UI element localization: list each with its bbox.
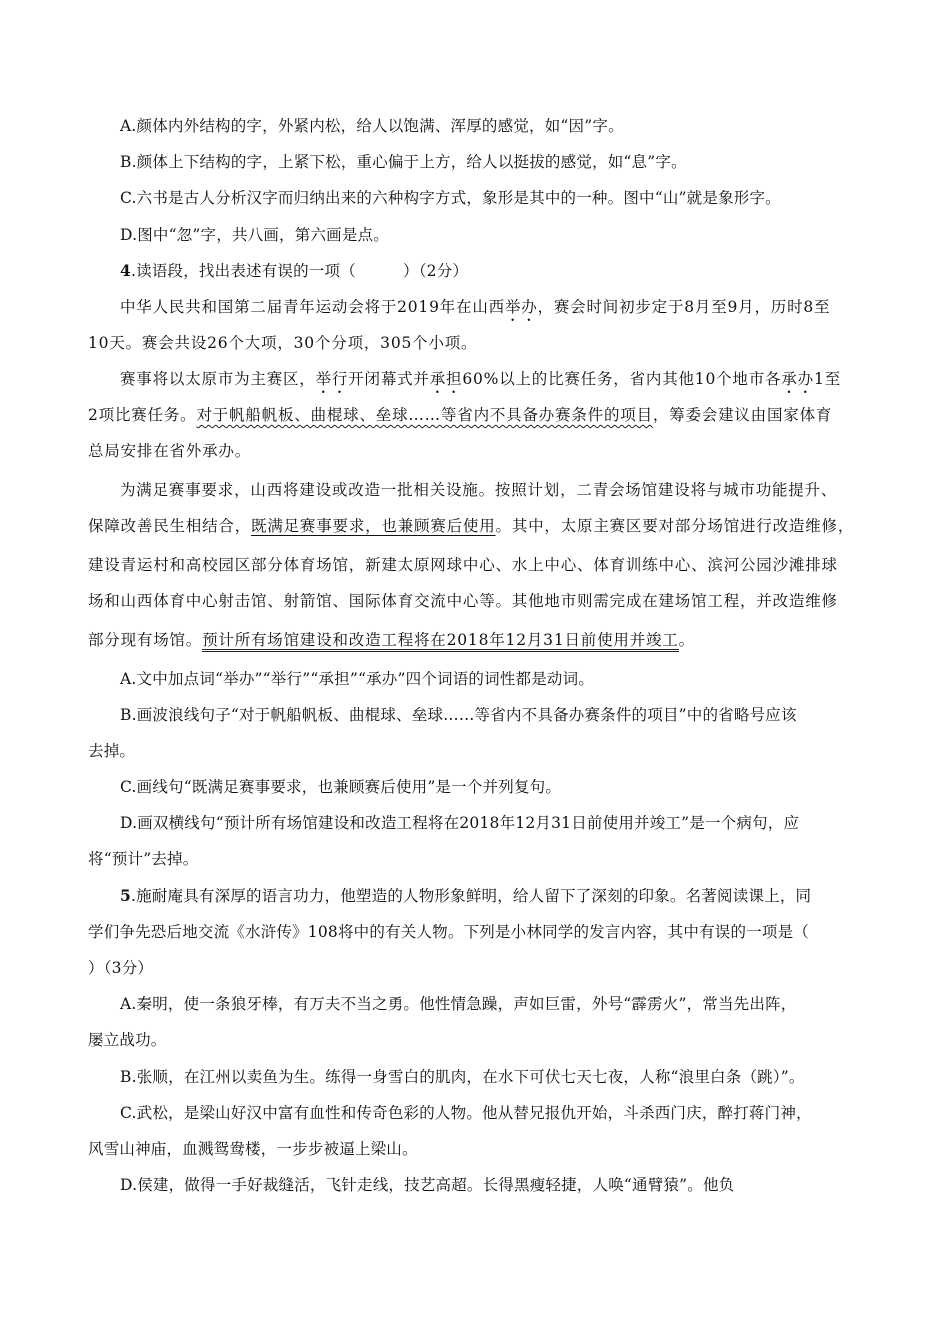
passage-text: ，筹委会建议由国家体育 bbox=[652, 406, 833, 424]
q4-stem bbox=[120, 261, 468, 281]
q3-option-a: A.颜体内外结构的字，外紧内松，给人以饱满、浑厚的感觉，如“因”字。 bbox=[120, 117, 624, 135]
passage-text: 。 bbox=[678, 631, 695, 649]
q4-stem-text: .读语段，找出表述有误的一项（ ）（2分） bbox=[131, 262, 469, 280]
underlined-sentence: 既满足赛事要求，也兼顾赛后使用 bbox=[251, 517, 496, 535]
passage-line: 为满足赛事要求，山西将建设或改造一批相关设施。按照计划，二青会场馆建设将与城市功能提升、 bbox=[120, 481, 838, 499]
dotted-word-juxing: 举行 bbox=[315, 370, 349, 388]
q3-option-c: C.六书是古人分析汉字而归纳出来的六种构字方式，象形是其中的一种。图中“山”就是象形字。 bbox=[120, 189, 781, 207]
q5-option-c-cont: 风雪山神庙，血溅鸳鸯楼，一步步被逼上梁山。 bbox=[88, 1140, 418, 1158]
passage-line bbox=[120, 369, 841, 397]
passage-text: ，赛会时间初步定于8月至9月，历时8至 bbox=[537, 298, 831, 316]
dotted-word-juban: 举办 bbox=[504, 298, 538, 316]
passage-line bbox=[120, 297, 830, 325]
passage-text: 1至 bbox=[813, 370, 841, 388]
q5-stem-line: ）（3分） bbox=[88, 959, 154, 977]
passage-line: 10天。赛会共设26个大项，30个分项，305个小项。 bbox=[88, 334, 478, 352]
q3-option-d: D.图中“忽”字，共八画，第六画是点。 bbox=[120, 226, 389, 244]
dotted-word-chengban: 承办 bbox=[781, 370, 814, 388]
passage-text: 赛事将以太原市为主赛区， bbox=[120, 370, 316, 388]
passage-text: 部分现有场馆。 bbox=[88, 631, 203, 649]
double-underlined-sentence: 预计所有场馆建设和改造工程将在2018年12月31日前使用并竣工 bbox=[202, 631, 679, 652]
q5-option-b: B.张顺，在江州以卖鱼为生。练得一身雪白的肌肉，在水下可伏七天七夜，人称“浪里白条（跳）”。 bbox=[120, 1068, 805, 1086]
q4-option-b-cont: 去掉。 bbox=[88, 742, 136, 760]
q5-stem-line: 学们争先恐后地交流《水浒传》108将中的有关人物。下列是小林同学的发言内容，其中有误的一项是（ bbox=[88, 923, 809, 941]
q5-option-a-cont: 屡立战功。 bbox=[88, 1031, 167, 1049]
q5-stem-text: .施耐庵具有深厚的语言功力，他塑造的人物形象鲜明，给人留下了深刻的印象。名著阅读课上，同 bbox=[131, 887, 812, 905]
passage-line: 总局安排在省外承办。 bbox=[88, 442, 252, 460]
q4-option-c: C.画线句“既满足赛事要求，也兼顾赛后使用”是一个并列复句。 bbox=[120, 778, 562, 796]
q5-option-d: D.侯建，做得一手好裁缝活，飞针走线，技艺高超。长得黑瘦轻捷，人唤“通臂猿”。他负 bbox=[120, 1176, 735, 1194]
passage-line: 建设青运村和高校园区部分体育场馆，新建太原网球中心、水上中心、体育训练中心、滨河公园沙滩排球 bbox=[88, 556, 838, 574]
q5-option-c: C.武松，是梁山好汉中富有血性和传奇色彩的人物。他从替兄报仇开始，斗杀西门庆，醉打蒋门神， bbox=[120, 1104, 812, 1122]
passage-text: 中华人民共和国第二届青年运动会将于2019年在山西 bbox=[120, 298, 505, 316]
q5-stem bbox=[120, 886, 811, 906]
q4-option-a: A.文中加点词“举办”“举行”“承担”“承办”四个词语的词性都是动词。 bbox=[120, 670, 595, 688]
q4-option-d-cont: 将“预计”去掉。 bbox=[88, 850, 199, 868]
passage-line bbox=[88, 630, 695, 650]
passage-line: 场和山西体育中心射击馆、射箭馆、国际体育交流中心等。其他地市则需完成在建场馆工程，并改造维修 bbox=[88, 592, 838, 610]
dotted-word-chengdan: 承担 bbox=[429, 370, 463, 388]
wavy-underlined-sentence: 对于帆船帆板、曲棍球、垒球……等省内不具备办赛条件的项目 bbox=[196, 406, 653, 424]
q5-number: 5 bbox=[120, 886, 131, 905]
q4-number: 4 bbox=[120, 261, 131, 280]
passage-text: 2项比赛任务。 bbox=[88, 406, 197, 424]
q4-option-b: B.画波浪线句子“对于帆船帆板、曲棍球、垒球……等省内不具备办赛条件的项目”中的省略号应该 bbox=[120, 706, 797, 724]
passage-text: 开闭幕式并 bbox=[348, 370, 430, 388]
passage-line bbox=[88, 405, 832, 425]
passage-line bbox=[88, 516, 854, 536]
passage-text: 。其中，太原主赛区要对部分场馆进行改造维修， bbox=[495, 517, 855, 535]
q3-option-b: B.颜体上下结构的字，上紧下松，重心偏于上方，给人以挺拔的感觉，如“息”字。 bbox=[120, 153, 687, 171]
passage-text: 60%以上的比赛任务，省内其他10个地市各 bbox=[462, 370, 782, 388]
q4-option-d: D.画双横线句“预计所有场馆建设和改造工程将在2018年12月31日前使用并竣工”是一个病句，应 bbox=[120, 814, 800, 832]
q5-option-a: A.秦明，使一条狼牙棒，有万夫不当之勇。他性情急躁，声如巨雷，外号“霹雳火”，常当先出阵， bbox=[120, 995, 797, 1013]
passage-text: 保障改善民生相结合， bbox=[88, 517, 252, 535]
